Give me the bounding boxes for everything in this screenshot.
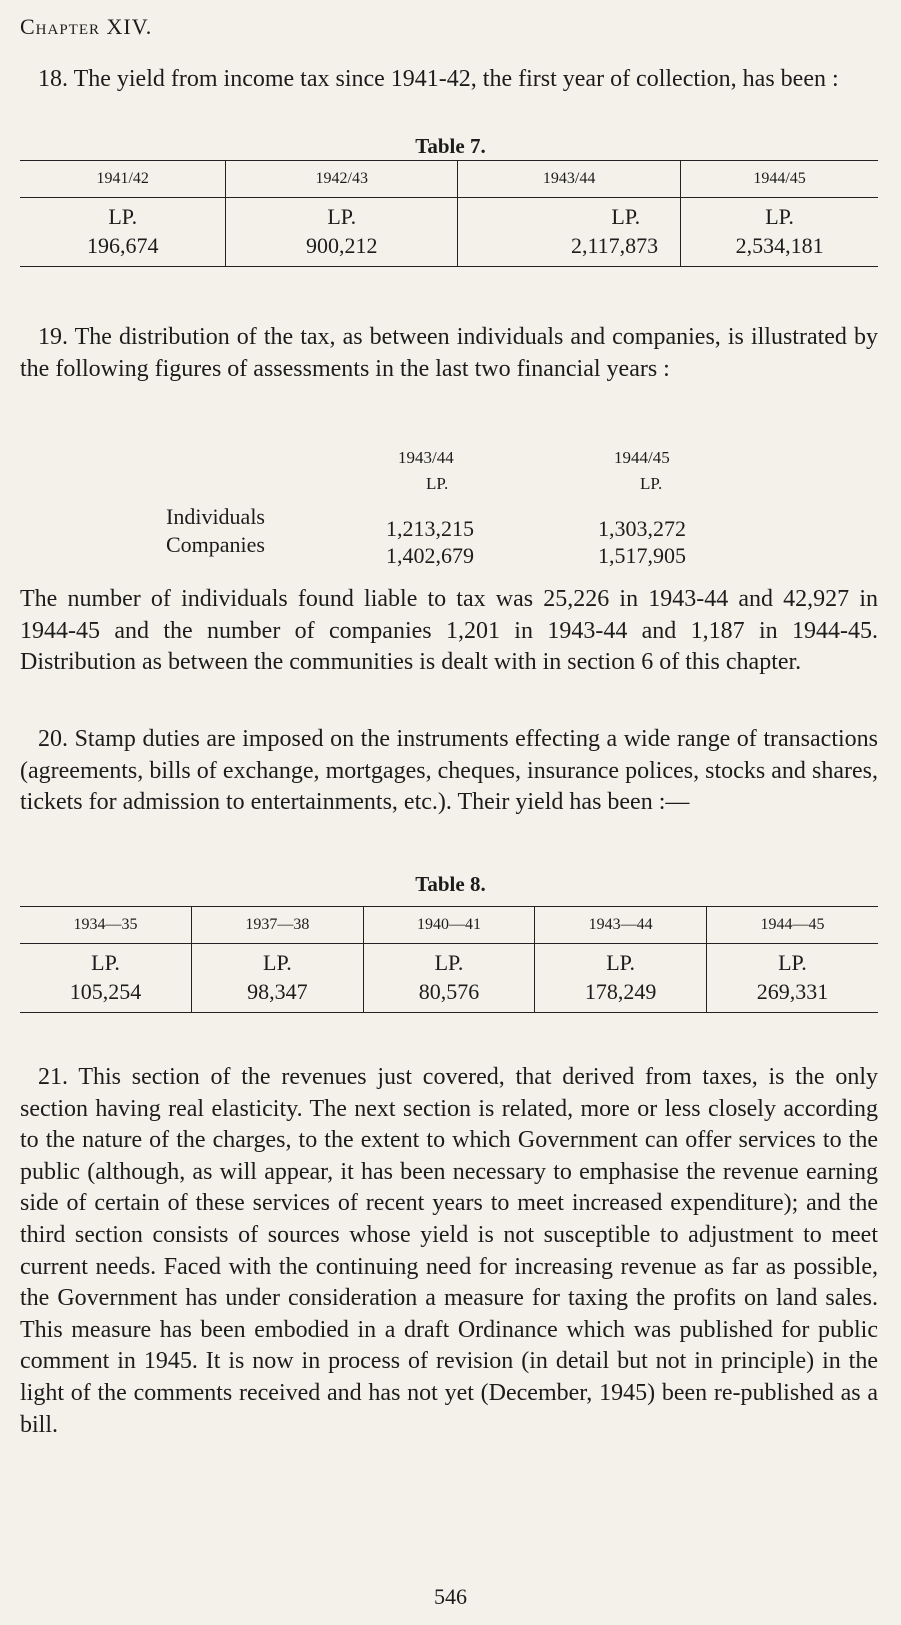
table-8-value: 98,347 [192, 977, 364, 1013]
assessment-year: 1943/44 [398, 448, 454, 467]
table-8-unit: LP. [363, 944, 535, 978]
table-7-unit: LP. [681, 198, 878, 232]
assessment-value: 1,213,215 [386, 516, 474, 541]
page-number: 546 [434, 1584, 467, 1609]
table-8-value: 80,576 [363, 977, 535, 1013]
assessment-unit: LP. [640, 474, 663, 493]
table-8-unit: LP. [535, 944, 707, 978]
table-7-value: 196,674 [20, 231, 226, 267]
table-8-header: 1944—45 [706, 907, 878, 944]
assessment-year: 1944/45 [614, 448, 670, 467]
paragraph-19-continued: The number of individuals found liable to tax was 25,226 in 1943-44 and 42,927 in 1944-45 and the number of companies 1,201 in 1943-44 and 1,187 in 1944-45. Distribution as between the communities is dealt with in section 6 of this chapter. [20, 586, 878, 676]
table-7-unit: LP. [226, 198, 458, 232]
table-8-header: 1943—44 [535, 907, 707, 944]
table-7-header: 1944/45 [681, 161, 878, 198]
table-8-value: 105,254 [20, 977, 192, 1013]
paragraph-19: 19. The distribution of the tax, as between individuals and companies, is illustrated by the following figures of assessments in the last two financial years : [20, 324, 878, 382]
table-8-title: Table 8. [415, 872, 486, 896]
assessment-value: 1,303,272 [598, 516, 686, 541]
table-8-header: 1940—41 [363, 907, 535, 944]
table-8-value: 178,249 [535, 977, 707, 1013]
table-7-header: 1941/42 [20, 161, 226, 198]
assessment-row-label: Individuals [166, 504, 265, 529]
table-7-header: 1943/44 [458, 161, 681, 198]
table-7 [20, 160, 878, 267]
paragraph-20: 20. Stamp duties are imposed on the instruments effecting a wide range of transactions (agreements, bills of exchange, mortgages, cheques, insurance polices, stocks and shares, tickets for admission to entertainments, etc.). Their yield has been :— [20, 726, 878, 816]
table-8-unit: LP. [706, 944, 878, 978]
paragraph-18: 18. The yield from income tax since 1941-42, the first year of collection, has been : [38, 66, 839, 92]
table-7-title: Table 7. [415, 134, 486, 158]
table-7-unit: LP. [458, 198, 681, 232]
table-8-header: 1937—38 [192, 907, 364, 944]
chapter-heading: Chapter XIV. [20, 14, 153, 39]
table-8-header: 1934—35 [20, 907, 192, 944]
assessment-unit: LP. [426, 474, 449, 493]
assessment-value: 1,517,905 [598, 543, 686, 568]
assessment-value: 1,402,679 [386, 543, 474, 568]
table-7-value: 2,117,873 [458, 231, 681, 267]
table-8-unit: LP. [91, 949, 120, 975]
table-8-value: 269,331 [706, 977, 878, 1013]
paragraph-21: 21. This section of the revenues just covered, that derived from taxes, is the only section having real elasticity. The next section is related, more or less closely according to the nature of the charges, to the extent to which Government can offer services to the public (although, as will appear, it has been necessary to emphasise the revenue earning side of certain of these services of recent years to meet increased expenditure); and the third section consists of sources whose yield is not susceptible to adjustment to meet current needs. Faced with the continuing need for increasing revenue as far as possible, the Government has under consideration a measure for taxing the profits on land sales. This measure has been embodied in a draft Ordinance which was published for public comment in 1945. It is now in process of revision (in detail but not in principle) in the light of the comments received and has not yet (December, 1945) been re-published as a bill. [20, 1064, 878, 1438]
table-7-header: 1942/43 [226, 161, 458, 198]
table-7-value: 900,212 [226, 231, 458, 267]
table-8 [20, 906, 878, 1013]
table-7-value: 2,534,181 [681, 231, 878, 267]
table-8-unit: LP. [192, 944, 364, 978]
assessment-row-label: Companies [166, 532, 265, 557]
table-7-unit: LP. [108, 203, 138, 229]
